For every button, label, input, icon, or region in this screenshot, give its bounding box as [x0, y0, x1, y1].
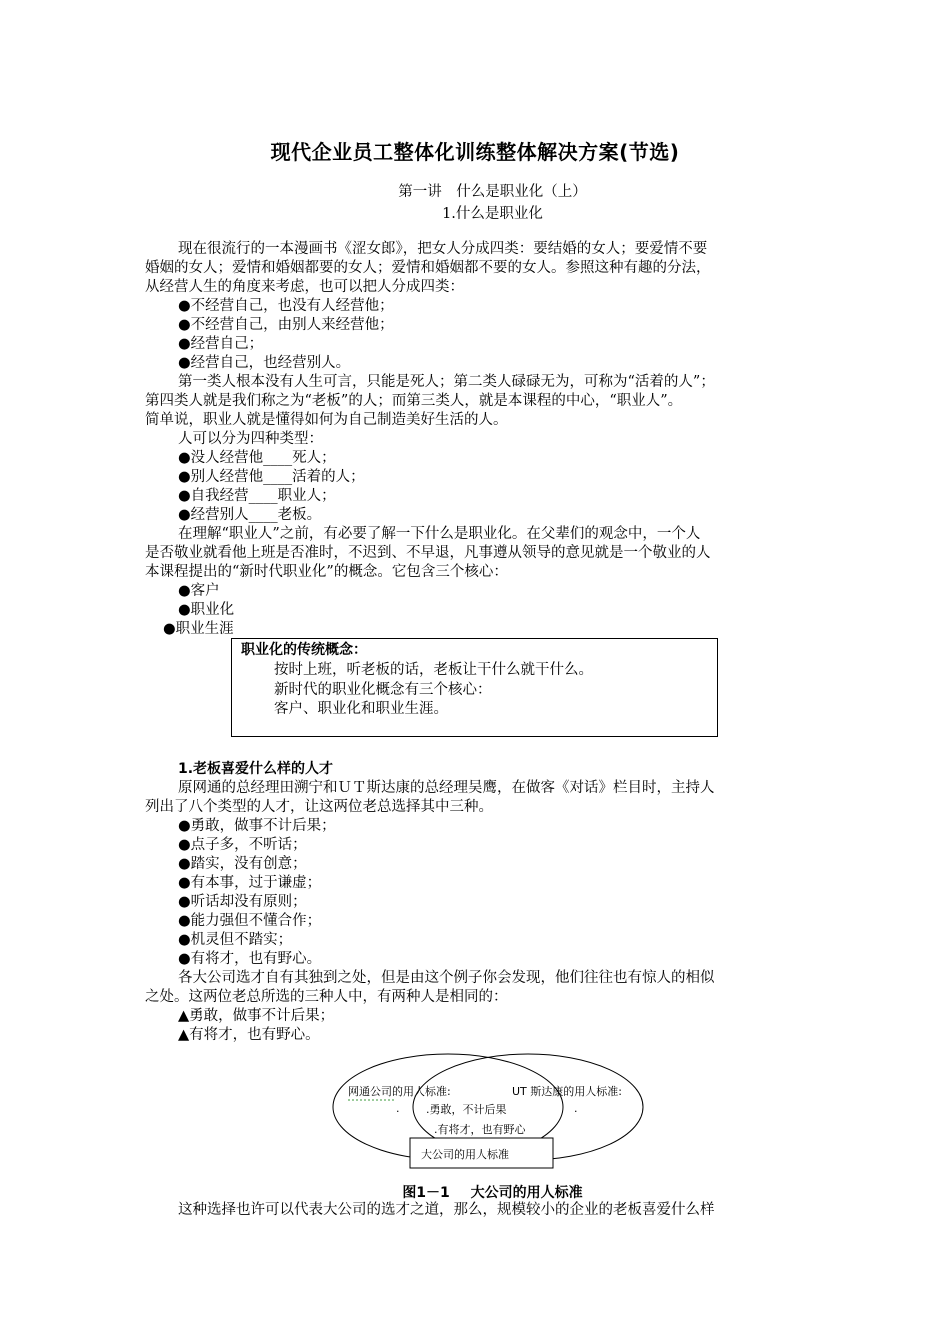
list-item: ●别人经营他____活着的人；: [178, 469, 365, 485]
list-item: ●自我经营____职业人；: [178, 488, 336, 504]
paragraph-line: 第一类人根本没有人生可言，只能是死人；第二类人碌碌无为，可称为“活着的人”；: [178, 374, 715, 390]
list-item: ●点子多，不听话；: [178, 837, 307, 853]
figure-number: 图1－1: [402, 1185, 450, 1201]
venn-center-line-2: .有将才，也有野心: [434, 1123, 526, 1136]
section-heading: 1.什么是职业化: [442, 206, 543, 222]
venn-center-line-1: .勇敢，不计后果: [426, 1103, 507, 1116]
paragraph-line: 是否敬业就看他上班是否准时，不迟到、不早退，凡事遵从领导的意见就是一个敬业的人: [145, 545, 711, 561]
paragraph-line: 现在很流行的一本漫画书《涩女郎》，把女人分成四类：要结婚的女人；要爱情不要: [178, 241, 708, 257]
list-item: ●客户: [178, 583, 220, 599]
paragraph-line: 从经营人生的角度来考虑，也可以把人分成四类：: [145, 279, 464, 295]
paragraph-line: 简单说，职业人就是懂得如何为自己制造美好生活的人。: [145, 412, 508, 428]
list-item: ●不经营自己，也没有人经营他；: [178, 298, 394, 314]
lecture-heading: 第一讲 什么是职业化（上）: [398, 184, 587, 200]
paragraph-line: 之处。这两位老总所选的三种人中，有两种人是相同的：: [145, 989, 508, 1005]
list-item: ●经营自己；: [178, 336, 264, 352]
list-item: ●机灵但不踏实；: [178, 932, 293, 948]
list-item: ●有将才，也有野心。: [178, 951, 322, 967]
list-item: ●经营别人____老板。: [178, 507, 322, 523]
list-item: ●经营自己，也经营别人。: [178, 355, 351, 371]
list-item: ▲勇敢，做事不计后果；: [178, 1008, 335, 1024]
paragraph-line: 各大公司选才自有其独到之处，但是由这个例子你会发现，他们往往也有惊人的相似: [178, 970, 715, 986]
list-item: ●有本事，过于谦虚；: [178, 875, 322, 891]
paragraph-line: 原网通的总经理田溯宁和ＵＴ斯达康的总经理吴鹰，在做客《对话》栏目时，主持人: [178, 780, 715, 796]
list-item: ●职业生涯: [163, 621, 234, 637]
venn-bottom-label: 大公司的用人标准: [421, 1148, 509, 1161]
paragraph-line: 本课程提出的“新时代职业化”的概念。它包含三个核心：: [145, 564, 508, 580]
document-title: 现代企业员工整体化训练整体解决方案(节选): [270, 140, 680, 164]
list-item: ●勇敢，做事不计后果；: [178, 818, 336, 834]
venn-left-label: 网通公司的用人标准:: [348, 1085, 451, 1098]
list-item: ●没人经营他____死人；: [178, 450, 336, 466]
figure-title: 大公司的用人标准: [470, 1185, 583, 1201]
list-item: ▲有将才，也有野心。: [178, 1027, 320, 1043]
concept-box-line: 新时代的职业化概念有三个核心：: [274, 682, 492, 698]
list-item: ●不经营自己，由别人来经营他；: [178, 317, 394, 333]
venn-right-label: UT 斯达康的用人标准:: [512, 1085, 622, 1098]
paragraph-line: 列出了八个类型的人才，让这两位老总选择其中三种。: [145, 799, 493, 815]
paragraph-line: 人可以分为四种类型：: [178, 431, 323, 447]
paragraph-line: 这种选择也许可以代表大公司的选才之道，那么，规模较小的企业的老板喜爱什么样: [178, 1202, 715, 1218]
list-item: ●踏实，没有创意；: [178, 856, 307, 872]
paragraph-line: 第四类人就是我们称之为“老板”的人；而第三类人，就是本课程的中心，“职业人”。: [145, 393, 683, 409]
concept-box: [231, 638, 718, 737]
venn-right-dot: .: [574, 1102, 578, 1115]
list-item: ●职业化: [178, 602, 235, 618]
concept-box-heading: 职业化的传统概念：: [241, 642, 367, 658]
paragraph-line: 在理解“职业人”之前，有必要了解一下什么是职业化。在父辈们的观念中，一个人: [178, 526, 701, 542]
concept-box-line: 客户、职业化和职业生涯。: [274, 701, 448, 717]
figure-caption: [0, 1182, 950, 1202]
paragraph-line: 婚姻的女人；爱情和婚姻都要的女人；爱情和婚姻都不要的女人。参照这种有趣的分法，: [145, 260, 711, 276]
sub-heading: 1.老板喜爱什么样的人才: [178, 761, 334, 777]
list-item: ●听话却没有原则；: [178, 894, 307, 910]
venn-left-dot: .: [396, 1102, 400, 1115]
list-item: ●能力强但不懂合作；: [178, 913, 322, 929]
venn-diagram: [330, 1050, 650, 1175]
concept-box-line: 按时上班，听老板的话，老板让干什么就干什么。: [274, 662, 593, 678]
